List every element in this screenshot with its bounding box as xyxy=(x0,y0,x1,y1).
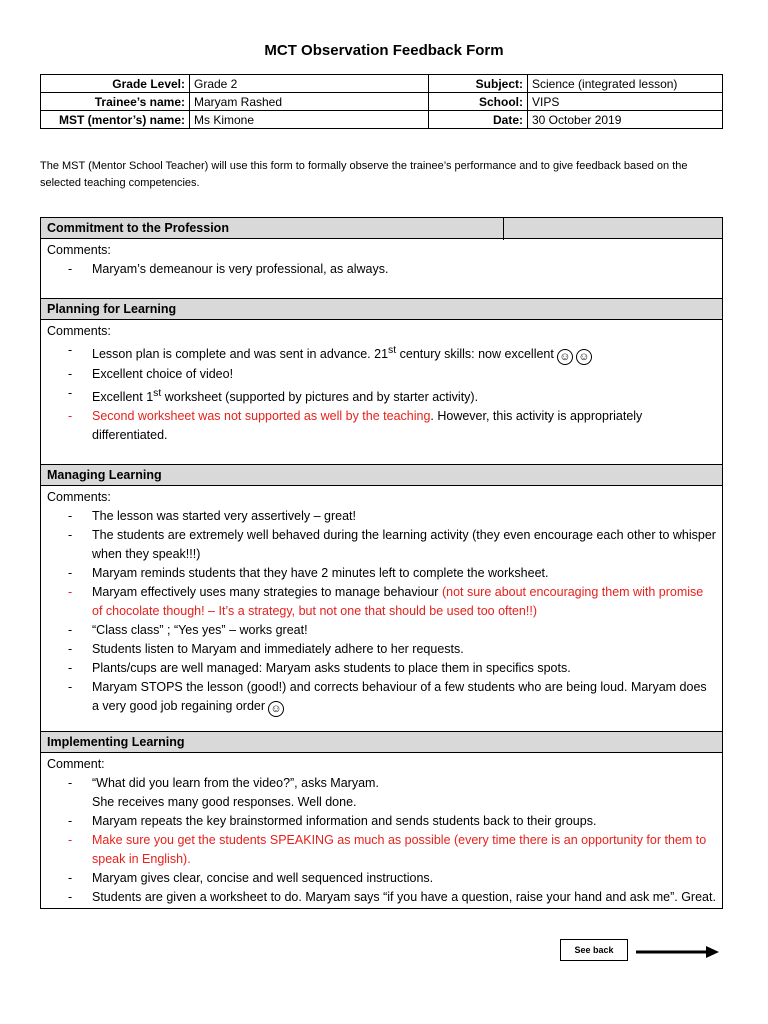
item-text: Excellent choice of video! xyxy=(92,367,234,382)
item-text: The lesson was started very assertively – great! xyxy=(92,509,357,524)
superscript: st xyxy=(153,388,162,400)
item-text: Lesson plan is complete and was sent in advance. 21 xyxy=(92,347,389,362)
page-title: MCT Observation Feedback Form xyxy=(264,42,504,59)
bullet-dash: - xyxy=(68,585,73,600)
section-header-commitment xyxy=(41,218,722,239)
info-table xyxy=(40,74,723,129)
comments-label: Comment: xyxy=(47,757,105,772)
item-text-highlighted: Second worksheet was not supported as well by the teaching xyxy=(92,409,431,424)
list-item xyxy=(47,507,716,526)
bullet-dash: - xyxy=(68,566,73,581)
smiley-icon: ☺ xyxy=(268,701,284,717)
bullet-dash: - xyxy=(68,871,73,886)
item-text: “Class class” ; “Yes yes” – works great! xyxy=(92,623,308,638)
header-divider xyxy=(503,218,504,240)
bullet-dash: - xyxy=(68,409,73,424)
item-text: Maryam STOPS the lesson (good!) and corrects behaviour of a few students who are being loud. Maryam does a very good job regaining order xyxy=(92,680,707,714)
grade-label: Grade Level: xyxy=(41,75,190,93)
list-item xyxy=(47,526,716,564)
bullet-dash: - xyxy=(68,386,73,401)
item-text: The students are extremely well behaved during the learning activity (they even encourage each other to whisper when they speak!!!) xyxy=(92,528,716,562)
list-item xyxy=(47,678,716,717)
smiley-icon: ☺ xyxy=(576,349,592,365)
bullet-dash: - xyxy=(68,814,73,829)
bullet-dash: - xyxy=(68,776,73,791)
item-text: Students listen to Maryam and immediately adhere to her requests. xyxy=(92,642,464,657)
feedback-table xyxy=(40,217,723,909)
list-item xyxy=(47,407,716,445)
grade-value: Grade 2 xyxy=(190,75,429,93)
item-text-highlighted: (not sure about encouraging them with promise of chocolate though! – It’s a strategy, but not one that should be used too often!!) xyxy=(92,585,704,619)
list-item xyxy=(47,341,716,365)
subject-value: Science (integrated lesson) xyxy=(528,75,723,93)
bullet-dash: - xyxy=(68,642,73,657)
school-value: VIPS xyxy=(528,93,723,111)
trainee-label: Trainee’s name: xyxy=(41,93,190,111)
item-text: Maryam effectively uses many strategies to manage behaviour xyxy=(92,585,442,600)
item-text: Maryam repeats the key brainstormed information and sends students back to their groups. xyxy=(92,814,597,829)
bullet-dash: - xyxy=(68,623,73,638)
subject-label: Subject: xyxy=(429,75,528,93)
info-row xyxy=(41,93,723,111)
item-text-highlighted: Make sure you get the students SPEAKING as much as possible (every time there is an opportunity for them to speak in English). xyxy=(92,833,707,867)
item-text: . However, this activity is appropriately differentiated. xyxy=(92,409,643,443)
section-title: Commitment to the Profession xyxy=(47,221,229,235)
trainee-value: Maryam Rashed xyxy=(190,93,429,111)
list-item xyxy=(47,659,716,678)
list-item xyxy=(47,260,716,279)
item-text: Excellent 1 xyxy=(92,390,154,405)
item-text: century skills: now excellent xyxy=(396,347,554,362)
comments-label: Comments: xyxy=(47,490,111,505)
section-title: Planning for Learning xyxy=(47,302,177,316)
info-row xyxy=(41,111,723,129)
smiley-icon: ☺ xyxy=(557,349,573,365)
list-item xyxy=(47,365,716,384)
item-text: worksheet (supported by pictures and by starter activity). xyxy=(161,390,479,405)
section-body-implementing xyxy=(41,753,722,908)
item-text: Students are given a worksheet to do. Maryam says “if you have a question, raise your hand and ask me”. Great. xyxy=(92,890,716,905)
comments-label: Comments: xyxy=(47,324,111,338)
item-text: Plants/cups are well managed: Maryam asks students to place them in specifics spots. xyxy=(92,661,571,676)
list-item xyxy=(47,384,716,407)
list-item xyxy=(47,831,716,869)
list-item xyxy=(47,640,716,659)
bullet-dash: - xyxy=(68,661,73,676)
right-arrow-icon xyxy=(636,944,720,960)
superscript: st xyxy=(388,345,397,356)
see-back-box: See back xyxy=(560,939,628,961)
section-body-planning xyxy=(41,320,722,465)
bullet-dash: - xyxy=(68,890,73,905)
section-title: Managing Learning xyxy=(47,468,162,483)
list-item xyxy=(47,774,716,812)
section-header-planning xyxy=(41,299,722,320)
item-text: She receives many good responses. Well done. xyxy=(92,795,357,810)
section-header-implementing xyxy=(41,732,722,753)
section-body-commitment xyxy=(41,239,722,299)
list-item xyxy=(47,888,716,907)
list-item xyxy=(47,812,716,831)
date-value: 30 October 2019 xyxy=(528,111,723,129)
list-item xyxy=(47,564,716,583)
info-row xyxy=(41,75,723,93)
comments-label: Comments: xyxy=(47,243,111,257)
intro-text: The MST (Mentor School Teacher) will use this form to formally observe the trainee’s performance and to give feedback based on the selected teaching competencies. xyxy=(40,160,688,189)
item-text: “What did you learn from the video?”, asks Maryam. xyxy=(92,776,379,791)
bullet-dash: - xyxy=(68,367,73,382)
item-text: Maryam reminds students that they have 2 minutes left to complete the worksheet. xyxy=(92,566,549,581)
bullet-dash: - xyxy=(68,262,73,276)
bullet-dash: - xyxy=(68,833,73,848)
section-title: Implementing Learning xyxy=(47,735,185,750)
section-header-managing xyxy=(41,465,722,486)
bullet-dash: - xyxy=(68,509,73,524)
bullet-dash: - xyxy=(68,343,73,357)
mst-label: MST (mentor’s) name: xyxy=(41,111,190,129)
school-label: School: xyxy=(429,93,528,111)
item-text: Maryam’s demeanour is very professional, as always. xyxy=(92,262,389,276)
bullet-dash: - xyxy=(68,680,73,695)
section-body-managing xyxy=(41,486,722,732)
bullet-dash: - xyxy=(68,528,73,543)
list-item xyxy=(47,583,716,621)
mst-value: Ms Kimone xyxy=(190,111,429,129)
list-item xyxy=(47,621,716,640)
date-label: Date: xyxy=(429,111,528,129)
item-text: Maryam gives clear, concise and well sequenced instructions. xyxy=(92,871,434,886)
list-item xyxy=(47,869,716,888)
